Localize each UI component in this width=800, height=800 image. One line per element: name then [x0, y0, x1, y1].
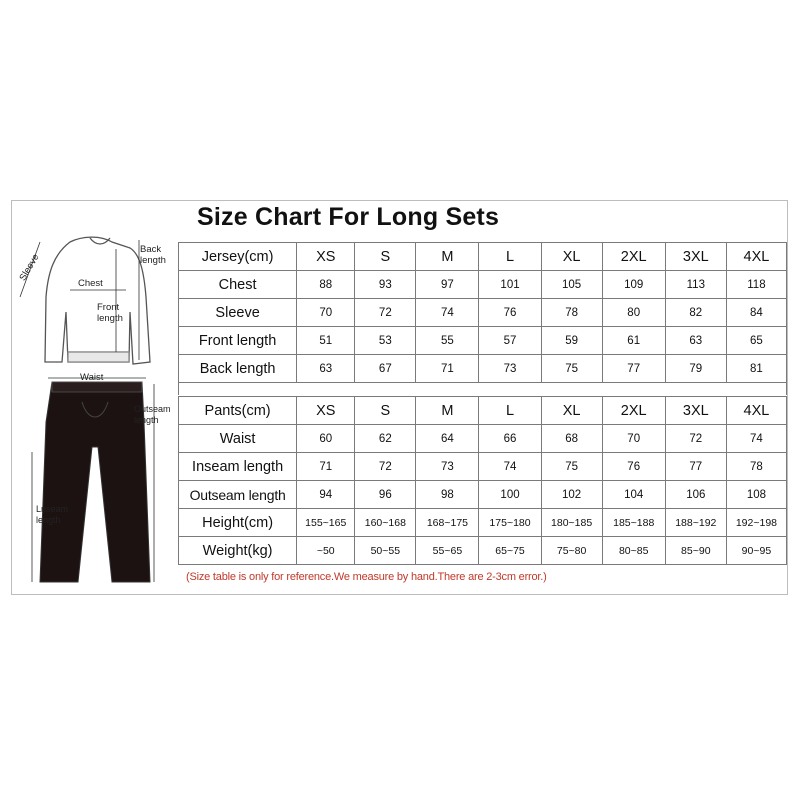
cell: 73 — [416, 453, 479, 481]
cell: 71 — [416, 355, 479, 383]
jersey-drawing — [45, 237, 150, 364]
cell: 108 — [726, 481, 786, 509]
cell: 72 — [665, 425, 726, 453]
row-label: Weight(kg) — [179, 537, 297, 565]
cell: 84 — [726, 299, 786, 327]
row-label: Sleeve — [179, 299, 297, 327]
cell: 63 — [297, 355, 355, 383]
cell: 78 — [541, 299, 602, 327]
size-2xl: 2XL — [602, 243, 665, 271]
waist-label: Waist — [80, 372, 104, 383]
inseam-length-label: Lnseam length — [36, 504, 69, 525]
size-3xl: 3XL — [665, 397, 726, 425]
cell: 79 — [665, 355, 726, 383]
cell: 72 — [355, 453, 416, 481]
table-row — [179, 481, 787, 509]
cell: 66 — [479, 425, 541, 453]
cell: 74 — [479, 453, 541, 481]
cell: 50~55 — [355, 537, 416, 565]
measurement-note: (Size table is only for reference.We measure by hand.There are 2-3cm error.) — [186, 571, 547, 583]
cell: 100 — [479, 481, 541, 509]
cell: 160~168 — [355, 509, 416, 537]
cell: 80~85 — [602, 537, 665, 565]
cell: 70 — [297, 299, 355, 327]
cell: 113 — [665, 271, 726, 299]
size-4xl: 4XL — [726, 243, 786, 271]
row-label: Back length — [179, 355, 297, 383]
cell: 101 — [479, 271, 541, 299]
cell: 57 — [479, 327, 541, 355]
size-4xl: 4XL — [726, 397, 786, 425]
cell: 93 — [355, 271, 416, 299]
size-s: S — [355, 243, 416, 271]
cell: 75 — [541, 453, 602, 481]
pants-size-table — [178, 396, 787, 565]
jersey-header-label: Jersey(cm) — [179, 243, 297, 271]
cell: 78 — [726, 453, 786, 481]
table-row — [179, 327, 787, 355]
cell: 64 — [416, 425, 479, 453]
cell: 98 — [416, 481, 479, 509]
table-row — [179, 509, 787, 537]
cell: 106 — [665, 481, 726, 509]
cell: 192~198 — [726, 509, 786, 537]
jersey-header-row — [179, 243, 787, 271]
table-row — [179, 425, 787, 453]
cell: 102 — [541, 481, 602, 509]
cell: 53 — [355, 327, 416, 355]
cell: 71 — [297, 453, 355, 481]
chest-label: Chest — [78, 278, 103, 289]
cell: ~50 — [297, 537, 355, 565]
cell: 65 — [726, 327, 786, 355]
cell: 65~75 — [479, 537, 541, 565]
row-label: Inseam length — [179, 453, 297, 481]
size-xs: XS — [297, 397, 355, 425]
cell: 77 — [602, 355, 665, 383]
cell: 55~65 — [416, 537, 479, 565]
cell: 155~165 — [297, 509, 355, 537]
cell: 72 — [355, 299, 416, 327]
cell: 118 — [726, 271, 786, 299]
table-row — [179, 355, 787, 383]
cell: 104 — [602, 481, 665, 509]
table-row — [179, 453, 787, 481]
size-s: S — [355, 397, 416, 425]
garment-illustration — [12, 202, 177, 594]
size-xl: XL — [541, 397, 602, 425]
cell: 80 — [602, 299, 665, 327]
size-m: M — [416, 397, 479, 425]
cell: 175~180 — [479, 509, 541, 537]
cell: 168~175 — [416, 509, 479, 537]
cell: 75 — [541, 355, 602, 383]
size-xs: XS — [297, 243, 355, 271]
pants-header-row — [179, 397, 787, 425]
size-l: L — [479, 243, 541, 271]
table-row — [179, 537, 787, 565]
table-row — [179, 299, 787, 327]
cell: 94 — [297, 481, 355, 509]
cell: 70 — [602, 425, 665, 453]
size-l: L — [479, 397, 541, 425]
row-label: Chest — [179, 271, 297, 299]
row-label: Height(cm) — [179, 509, 297, 537]
cell: 61 — [602, 327, 665, 355]
size-2xl: 2XL — [602, 397, 665, 425]
sleeve-label: Sleeve — [17, 252, 42, 283]
table-row — [179, 271, 787, 299]
cell: 62 — [355, 425, 416, 453]
cell: 75~80 — [541, 537, 602, 565]
row-label: Waist — [179, 425, 297, 453]
size-m: M — [416, 243, 479, 271]
back-length-label: Back length — [140, 244, 166, 266]
cell: 85~90 — [665, 537, 726, 565]
size-3xl: 3XL — [665, 243, 726, 271]
cell: 97 — [416, 271, 479, 299]
jersey-size-table — [178, 242, 787, 383]
cell: 67 — [355, 355, 416, 383]
chart-title: Size Chart For Long Sets — [197, 203, 500, 231]
cell: 88 — [297, 271, 355, 299]
row-label: Front length — [179, 327, 297, 355]
cell: 60 — [297, 425, 355, 453]
cell: 76 — [602, 453, 665, 481]
cell: 74 — [416, 299, 479, 327]
pants-header-label: Pants(cm) — [179, 397, 297, 425]
cell: 96 — [355, 481, 416, 509]
cell: 188~192 — [665, 509, 726, 537]
cell: 77 — [665, 453, 726, 481]
row-label: Outseam length — [179, 481, 297, 509]
cell: 180~185 — [541, 509, 602, 537]
cell: 63 — [665, 327, 726, 355]
cell: 51 — [297, 327, 355, 355]
cell: 109 — [602, 271, 665, 299]
cell: 105 — [541, 271, 602, 299]
cell: 185~188 — [602, 509, 665, 537]
cell: 68 — [541, 425, 602, 453]
cell: 82 — [665, 299, 726, 327]
cell: 55 — [416, 327, 479, 355]
cell: 81 — [726, 355, 786, 383]
cell: 76 — [479, 299, 541, 327]
cell: 90~95 — [726, 537, 786, 565]
size-xl: XL — [541, 243, 602, 271]
cell: 73 — [479, 355, 541, 383]
cell: 59 — [541, 327, 602, 355]
front-length-label: Front length — [97, 302, 123, 324]
table-divider — [178, 382, 787, 395]
cell: 74 — [726, 425, 786, 453]
outseam-length-label: Outseam length — [134, 404, 171, 425]
